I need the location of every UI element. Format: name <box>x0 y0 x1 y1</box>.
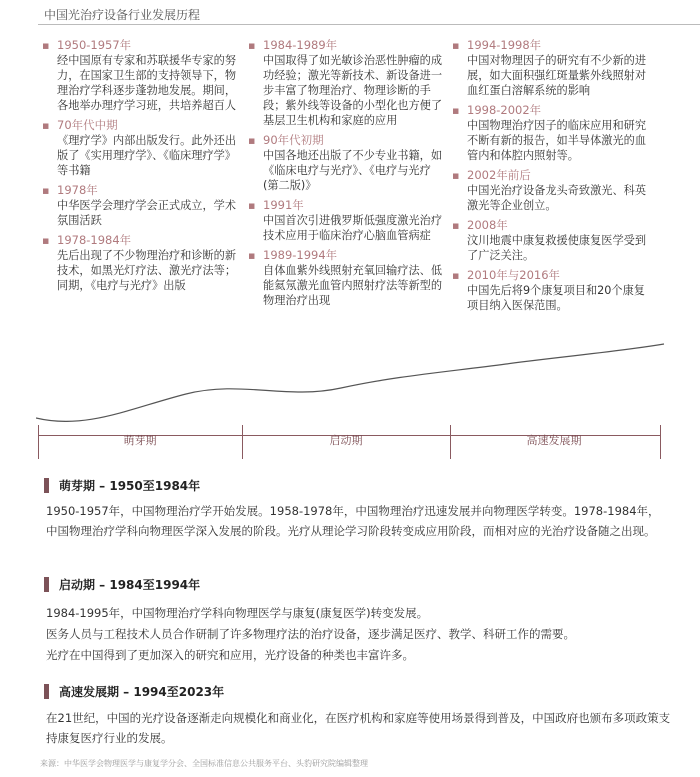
entry-text: 中国对物理因子的研究有不少新的进展，如大面积强红斑量紫外线照射对血红蛋白溶解系统的影响 <box>467 54 647 97</box>
bullet-icon: ▪ <box>248 199 256 212</box>
timeline-entry <box>246 198 446 243</box>
section-heading-text: 启动期 – 1984至1994年 <box>59 578 201 592</box>
bullet-icon: ▪ <box>248 39 256 52</box>
section-paragraph: 1984-1995年，中国物理治疗学科向物理医学与康复(康复医学)转变发展。 <box>46 606 429 620</box>
section-paragraph: 1950-1957年，中国物理治疗学开始发展。1958-1978年，中国物理治疗迅速发展并向物理医学转变。1978-1984年，中国物理治疗学科向物理医学深入发展的阶段。光疗从理论学习阶段转变成应用阶段，而相对应的光治疗设备随之出现。 <box>46 504 660 538</box>
section-marker <box>44 577 49 592</box>
bullet-icon: ▪ <box>452 39 460 52</box>
timeline-column-1 <box>40 38 240 298</box>
bullet-icon: ▪ <box>42 39 50 52</box>
section-heading <box>44 683 224 700</box>
entry-year: 2010年与2016年 <box>467 268 561 282</box>
timeline-column-3 <box>450 38 655 318</box>
axis-tick <box>450 425 451 459</box>
timeline-entry <box>450 38 655 98</box>
axis-tick <box>660 425 661 459</box>
title-divider <box>38 24 700 25</box>
axis-tick <box>38 425 39 459</box>
timeline-entry <box>450 168 655 213</box>
bullet-icon: ▪ <box>452 219 460 232</box>
entry-year: 70年代中期 <box>57 118 118 132</box>
entry-text: 中国光治疗设备龙头奇致激光、科英激光等企业创立。 <box>467 184 647 212</box>
section-heading-text: 高速发展期 – 1994至2023年 <box>59 685 225 699</box>
section-paragraph: 医务人员与工程技术人员合作研制了许多物理疗法的治疗设备，逐步满足医疗、教学、科研工作的需要。 <box>46 627 575 641</box>
bullet-icon: ▪ <box>42 119 50 132</box>
bullet-icon: ▪ <box>452 269 460 282</box>
timeline-column-2 <box>246 38 446 313</box>
axis-tick <box>242 425 243 459</box>
growth-wave-curve <box>36 338 666 422</box>
timeline-entry <box>40 38 240 113</box>
timeline-entry <box>450 218 655 263</box>
stage-label: 启动期 <box>329 434 363 447</box>
source-note: 来源：中华医学会物理医学与康复学分会、全国标准信息公共服务平台、头豹研究院编辑整理 <box>40 759 368 768</box>
entry-year: 1984-1989年 <box>263 38 338 52</box>
entry-text: 经中国原有专家和苏联援华专家的努力，在国家卫生部的支持领导下，物理治疗学科逐步蓬勃地发展。期间，各地举办理疗学习班，共培养超百人 <box>57 54 237 112</box>
section-paragraph: 在21世纪，中国的光疗设备逐渐走向规模化和商业化，在医疗机构和家庭等使用场景得到普及，中国政府也颁布多项政策支持康复医疗行业的发展。 <box>46 711 671 745</box>
entry-year: 1991年 <box>263 198 304 212</box>
timeline-entry <box>40 233 240 293</box>
section-heading <box>44 576 200 593</box>
bullet-icon: ▪ <box>452 169 460 182</box>
section-marker <box>44 684 49 699</box>
timeline-entry <box>246 133 446 193</box>
section-marker <box>44 478 49 493</box>
entry-year: 1998-2002年 <box>467 103 542 117</box>
section-heading-text: 萌芽期 – 1950至1984年 <box>59 479 201 493</box>
timeline-entry <box>40 183 240 228</box>
entry-year: 1950-1957年 <box>57 38 132 52</box>
entry-year: 90年代初期 <box>263 133 324 147</box>
bullet-icon: ▪ <box>248 249 256 262</box>
entry-year: 1978年 <box>57 183 98 197</box>
bullet-icon: ▪ <box>248 134 256 147</box>
entry-text: 中华医学会理疗学会正式成立，学术氛围活跃 <box>57 199 237 227</box>
timeline-entry <box>246 248 446 308</box>
entry-year: 2002年前后 <box>467 168 531 182</box>
section-paragraph: 光疗在中国得到了更加深入的研究和应用，光疗设备的种类也丰富许多。 <box>46 648 414 662</box>
timeline-entry <box>40 118 240 178</box>
entry-year: 1989-1994年 <box>263 248 338 262</box>
stage-label: 高速发展期 <box>526 434 582 447</box>
entry-text: 中国取得了如光敏诊治恶性肿瘤的成功经验；激光等新技术、新设备进一步丰富了物理治疗、物理诊断的手段；紫外线等设备的小型化也方便了基层卫生机构和家庭的应用 <box>263 54 443 127</box>
bullet-icon: ▪ <box>452 104 460 117</box>
section-heading <box>44 477 200 494</box>
stage-axis <box>38 423 661 463</box>
entry-text: 自体血紫外线照射充氧回输疗法、低能氦氖激光血管内照射疗法等新型的物理治疗出现 <box>263 264 443 307</box>
stage-label: 萌芽期 <box>123 434 157 447</box>
entry-text: 《理疗学》内部出版发行。此外还出版了《实用理疗学》、《临床理疗学》等书籍 <box>57 134 237 177</box>
timeline-entry <box>450 103 655 163</box>
entry-text: 中国先后将9个康复项目和20个康复项目纳入医保范围。 <box>467 284 645 312</box>
entry-text: 中国首次引进俄罗斯低强度激光治疗技术应用于临床治疗心脑血管病症 <box>263 214 443 242</box>
entry-text: 中国各地还出版了不少专业书籍，如《临床电疗与光疗》、《电疗与光疗(第二版)》 <box>263 149 443 192</box>
entry-text: 中国物理治疗因子的临床应用和研究不断有新的报告，如半导体激光的血管内和体腔内照射等。 <box>467 119 647 162</box>
bullet-icon: ▪ <box>42 234 50 247</box>
entry-text: 先后出现了不少物理治疗和诊断的新技术，如黑光灯疗法、激光疗法等；同期，《电疗与光疗》出版 <box>57 249 237 292</box>
bullet-icon: ▪ <box>42 184 50 197</box>
timeline-entry <box>450 268 655 313</box>
timeline-entry <box>246 38 446 128</box>
entry-text: 汶川地震中康复救援使康复医学受到了广泛关注。 <box>467 234 647 262</box>
entry-year: 2008年 <box>467 218 508 232</box>
entry-year: 1978-1984年 <box>57 233 132 247</box>
page-title: 中国光治疗设备行业发展历程 <box>44 8 201 22</box>
entry-year: 1994-1998年 <box>467 38 542 52</box>
